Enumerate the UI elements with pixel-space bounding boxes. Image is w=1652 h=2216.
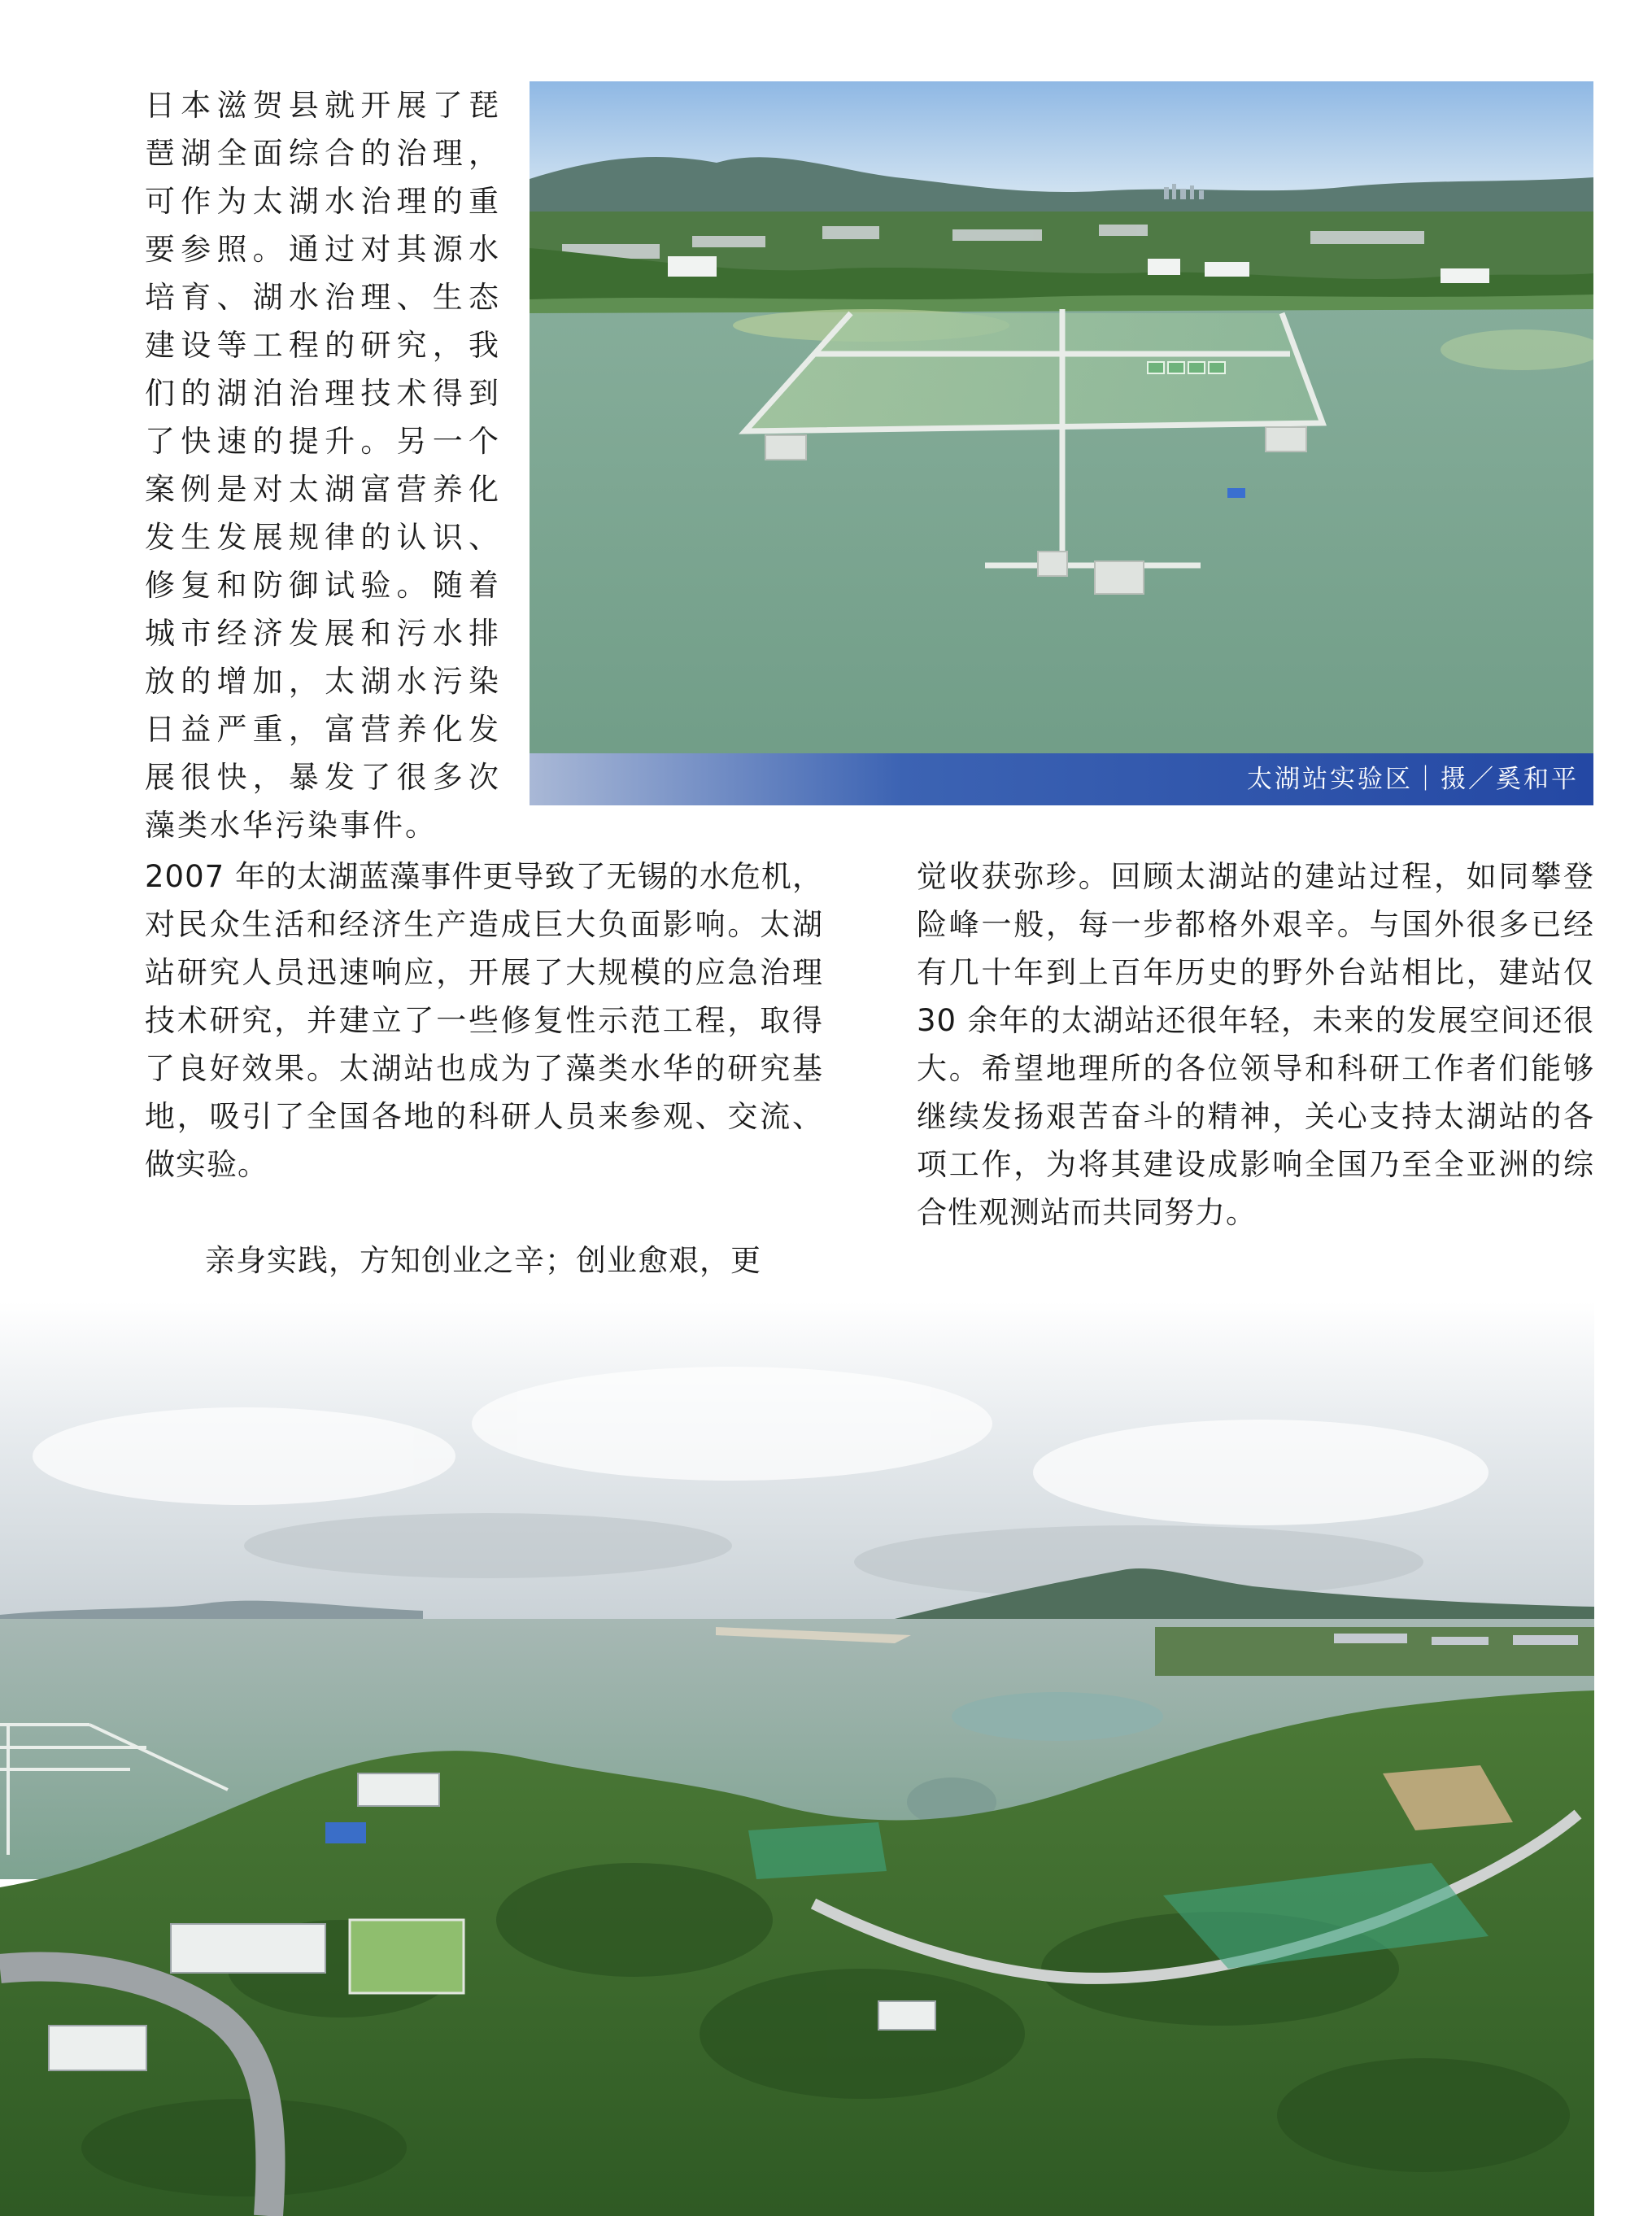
photo-caption-bar <box>530 753 1593 805</box>
photo-caption: 太湖站实验区｜摄／奚和平 <box>1247 765 1579 794</box>
experiment-zone-photo <box>530 81 1593 805</box>
article-text-narrow: 日本滋贺县就开展了琵琶湖全面综合的治理，可作为太湖水治理的重要参照。通过对其源水培育、湖水治理、生态建设等工程的研究，我们的湖泊治理技术得到了快速的提升。另一个案例是对太湖富营养化发生发展规律的认识、修复和防御试验。随着城市经济发展和污水排放的增加，太湖水污染日益严重，富营养化发展很快，暴发了很多次藻类水华污染事件。 <box>145 88 501 843</box>
panorama-illustration <box>0 1302 1594 2216</box>
article-text-right <box>917 853 1594 1237</box>
paragraph-left-indent: 亲身实践，方知创业之辛；创业愈艰，更 <box>205 1243 761 1278</box>
paragraph-right: 觉收获弥珍。回顾太湖站的建站过程，如同攀登险峰一般，每一步都格外艰辛。与国外很多已经有几十年到上百年历史的野外台站相比，建站仅 30 余年的太湖站还很年轻，未来的发展空间还很大。希望地理所的各位领导和科研工作者们能够继续发扬艰苦奋斗的精神，关心支持太湖站的各项工作，为将其建设成影响全国乃至全亚洲的综合性观测站而共同努力。 <box>917 859 1594 1230</box>
article-text-left <box>145 853 823 1285</box>
aerial-photo-illustration <box>530 81 1593 805</box>
station-panorama-photo <box>0 1302 1594 2216</box>
paragraph-left: 2007 年的太湖蓝藻事件更导致了无锡的水危机，对民众生活和经济生产造成巨大负面影响。太湖站研究人员迅速响应，开展了大规模的应急治理技术研究，并建立了一些修复性示范工程，取得了良好效果。太湖站也成为了藻类水华的研究基地，吸引了全国各地的科研人员来参观、交流、做实验。 <box>145 859 823 1182</box>
